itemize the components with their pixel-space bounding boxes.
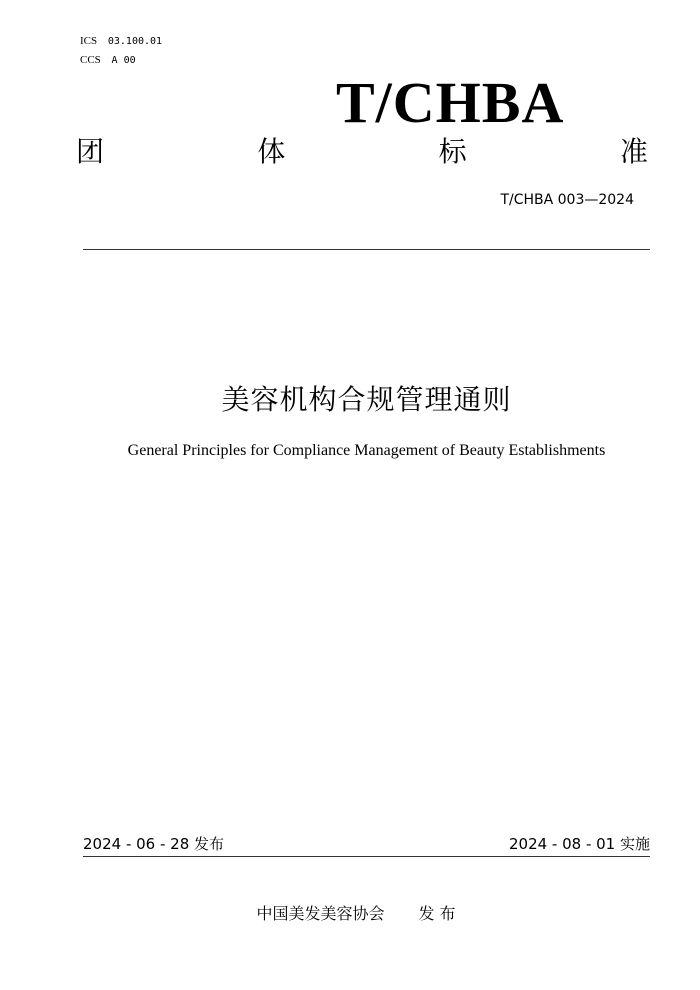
top-divider (83, 249, 650, 250)
organization-code-logo: T/CHBA (336, 70, 565, 135)
standard-number: T/CHBA 003—2024 (500, 192, 634, 208)
issuer-organization: 中国美发美容协会 (256, 904, 385, 923)
issue-date: 2024 - 06 - 28 发布 (83, 835, 225, 853)
bottom-divider (83, 856, 650, 857)
standard-type-heading (76, 134, 648, 170)
implementation-date: 2024 - 08 - 01 实施 (508, 835, 650, 853)
chinese-title: 美容机构合规管理通则 (221, 383, 512, 416)
ics-value: 03.100.01 (107, 36, 163, 47)
standard-type-char: 团 (76, 135, 105, 168)
standard-type-char: 体 (257, 135, 286, 168)
ics-label: ICS (80, 35, 98, 47)
standard-type-char: 准 (619, 135, 648, 168)
ics-line (80, 34, 162, 49)
ccs-value: A 00 (111, 55, 136, 66)
issuer-action: 发 布 (418, 904, 456, 923)
ccs-line (80, 53, 136, 68)
english-title: General Principles for Compliance Management of Beauty Establishments (127, 442, 606, 459)
standard-type-char: 标 (438, 135, 467, 168)
ccs-label: CCS (80, 54, 101, 66)
issuer-line (0, 903, 700, 925)
